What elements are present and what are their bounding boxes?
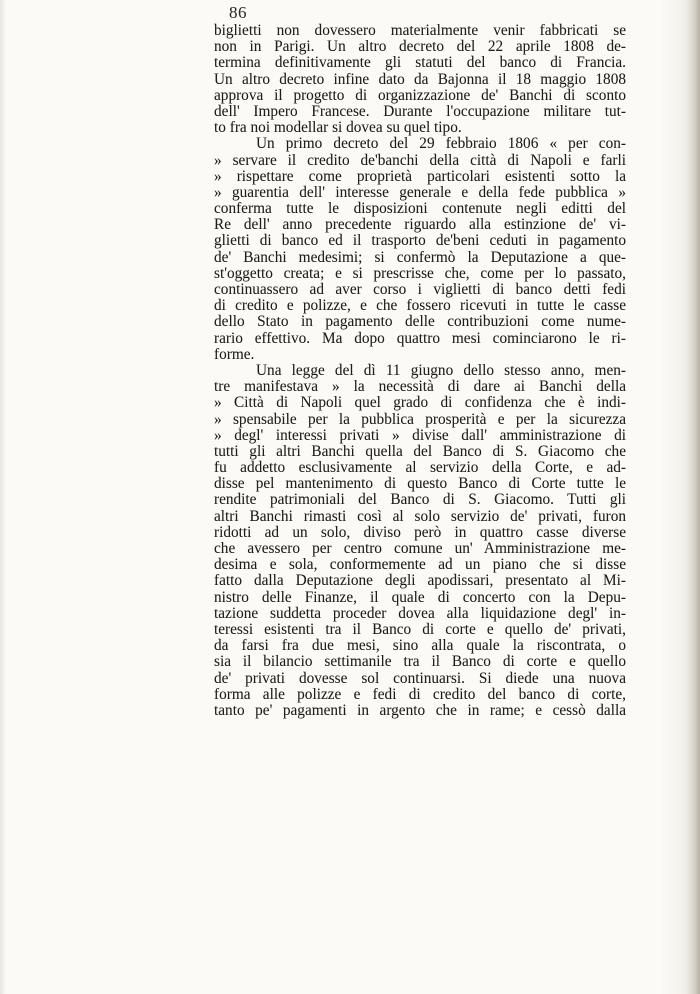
page-gutter-shadow — [0, 0, 6, 994]
text-line: de' Banchi medesimi; si confermò la Deputazione a que- — [214, 248, 626, 266]
text-line: altri Banchi rimasti così al solo servizio de' privati, furon — [214, 507, 626, 525]
text-line: » spensabile per la pubblica prosperità e per la sicurezza — [214, 410, 626, 428]
text-line: disse pel mantenimento di questo Banco di Corte tutte le — [214, 475, 626, 493]
text-line: glietti di banco ed il trasporto de'beni ceduti in pagamento — [214, 232, 626, 250]
text-line: sia il bilancio settimanile tra il Banco di corte e quello — [214, 653, 626, 671]
text-line: desima e sola, conformemente ad un piano che si disse — [214, 556, 626, 574]
text-line: » Città di Napoli quel grado di confidenza che è indi- — [214, 394, 626, 412]
text-line: biglietti non dovessero materialmente venir fabbricati se — [214, 22, 626, 39]
text-line: » servare il credito de'banchi della città di Napoli e farli — [214, 151, 626, 169]
text-line: tutti gli altri Banchi quella del Banco di S. Giacomo che — [214, 442, 626, 460]
text-line: to fra noi modellar si dovea su quel tipo. — [214, 119, 462, 137]
text-line: tazione suddetta proceder dovea alla liquidazione degl' in- — [214, 604, 626, 622]
text-line: nistro delle Finanze, il quale di concerto con la Depu- — [214, 588, 626, 606]
text-line: da farsi fra due mesi, sino alla quale la riscontrata, o — [214, 637, 626, 655]
text-line: ridotti ad un solo, diviso però in quattro casse diverse — [214, 523, 626, 541]
text-line: » rispettare come proprietà particolari esistenti sotto la — [214, 167, 626, 185]
text-line: approva il progetto di organizzazione de' Banchi di sconto — [214, 86, 626, 104]
text-line: rendite patrimoniali del Banco di S. Giacomo. Tutti gli — [214, 491, 626, 509]
text-line: forme. — [214, 345, 255, 363]
text-line: che avessero per centro comune un' Amministrazione me- — [214, 540, 626, 557]
text-line: fu addetto esclusivamente al servizio della Corte, e ad- — [214, 459, 626, 477]
text-line: rario effettivo. Ma dopo quattro mesi cominciarono le ri- — [214, 329, 626, 347]
text-line: termina definitivamente gli statuti del banco di Francia. — [214, 54, 626, 72]
text-line: tanto pe' pagamenti in argento che in rame; e cessò dalla — [214, 701, 626, 719]
text-line: dello Stato in pagamento delle contribuzioni come nume- — [214, 313, 626, 331]
text-line: Una legge del dì 11 giugno dello stesso anno, men- — [256, 361, 626, 379]
text-line: » guarentia dell' interesse generale e della fede pubblica » — [214, 183, 626, 201]
text-line: continuassero ad aver corso i viglietti di banco detti fedi — [214, 281, 626, 298]
text-line: tre manifestava » la necessità di dare ai Banchi della — [214, 378, 626, 396]
text-line: » degl' interessi privati » divise dall' amministrazione di — [214, 426, 626, 444]
body-text — [214, 23, 626, 719]
text-line: de' privati dovesse sol continuarsi. Si diede una nuova — [214, 669, 626, 687]
text-line: Un primo decreto del 29 febbraio 1806 « per con- — [256, 135, 626, 153]
text-line: Re dell' anno precedente riguardo alla estinzione de' vi- — [214, 216, 626, 234]
text-line: dell' Impero Francese. Durante l'occupazione militare tut- — [214, 102, 626, 120]
text-line: fatto dalla Deputazione degli apodissari, presentato al Mi- — [214, 572, 626, 590]
text-line: di credito e polizze, e che fossero ricevuti in tutte le casse — [214, 297, 626, 315]
text-line: st'oggetto creata; e si prescrisse che, come per lo passato, — [214, 264, 626, 282]
page-number: 86 — [229, 3, 247, 22]
text-line: non in Parigi. Un altro decreto del 22 aprile 1808 de- — [214, 38, 626, 56]
text-line: forma alle polizze e fedi di credito del banco di corte, — [214, 685, 626, 703]
text-line: Un altro decreto infine dato da Bajonna il 18 maggio 1808 — [214, 70, 626, 88]
text-line: conferma tutte le disposizioni contenute negli editti del — [214, 200, 626, 218]
page-edge-shadow — [686, 0, 700, 994]
text-line: teressi esistenti tra il Banco di corte e quello de' privati, — [214, 620, 626, 638]
